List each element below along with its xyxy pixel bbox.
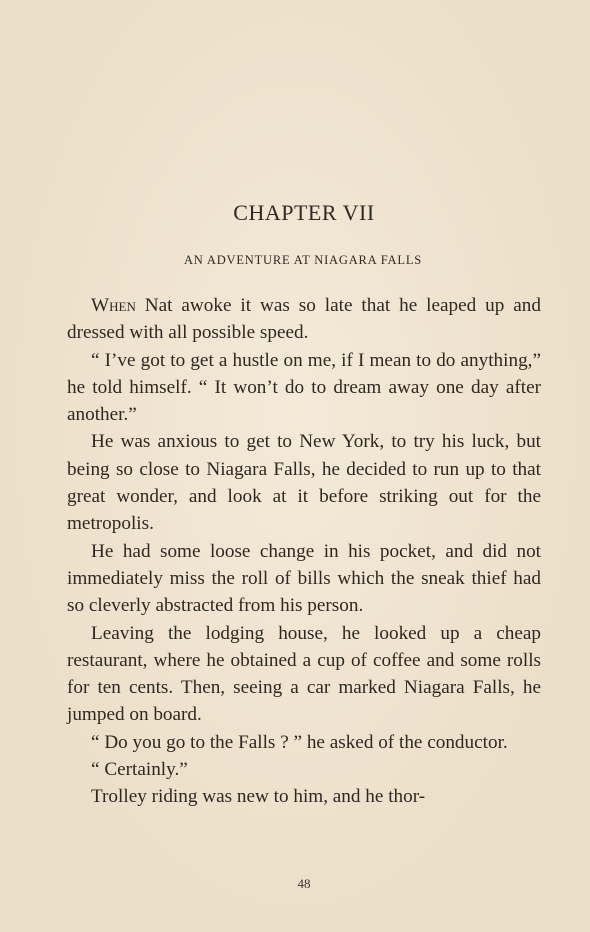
page-number: 48 xyxy=(297,876,311,891)
chapter-heading: CHAPTER VII xyxy=(233,200,375,225)
paragraph-3: He was anxious to get to New York, to try his luck, but being so close to Niagara Falls, he decided to run up to that great wonder, and look at it before striking out for the metropolis. xyxy=(67,431,541,535)
paragraph-2: “ I’ve got to get a hustle on me, if I mean to do anything,” he told himself. “ It won’t do to dream away one day after another.” xyxy=(67,349,541,426)
chapter-subtitle: AN ADVENTURE AT NIAGARA FALLS xyxy=(183,253,423,267)
paragraph-7: “ Certainly.” xyxy=(91,759,188,781)
paragraph-4: He had some loose change in his pocket, and did not immediately miss the roll of bills which the sneak thief had so cleverly abstracted from his person. xyxy=(67,540,541,617)
paragraph-5: Leaving the lodging house, he looked up a cheap restaurant, where he obtained a cup of coffee and some rolls for ten cents. Then, seeing a car marked Niagara Falls, he jumped on board. xyxy=(67,622,541,726)
paragraph-1 xyxy=(67,292,541,347)
paragraph-text: Nat awoke it was so late that he leaped up and dressed with all possible speed. xyxy=(67,295,541,344)
paragraph-6: “ Do you go to the Falls ? ” he asked of the conductor. xyxy=(91,731,508,753)
chapter-body xyxy=(67,292,541,811)
paragraph-lead-word: When xyxy=(91,295,136,316)
paragraph-8: Trolley riding was new to him, and he thor- xyxy=(91,786,426,808)
